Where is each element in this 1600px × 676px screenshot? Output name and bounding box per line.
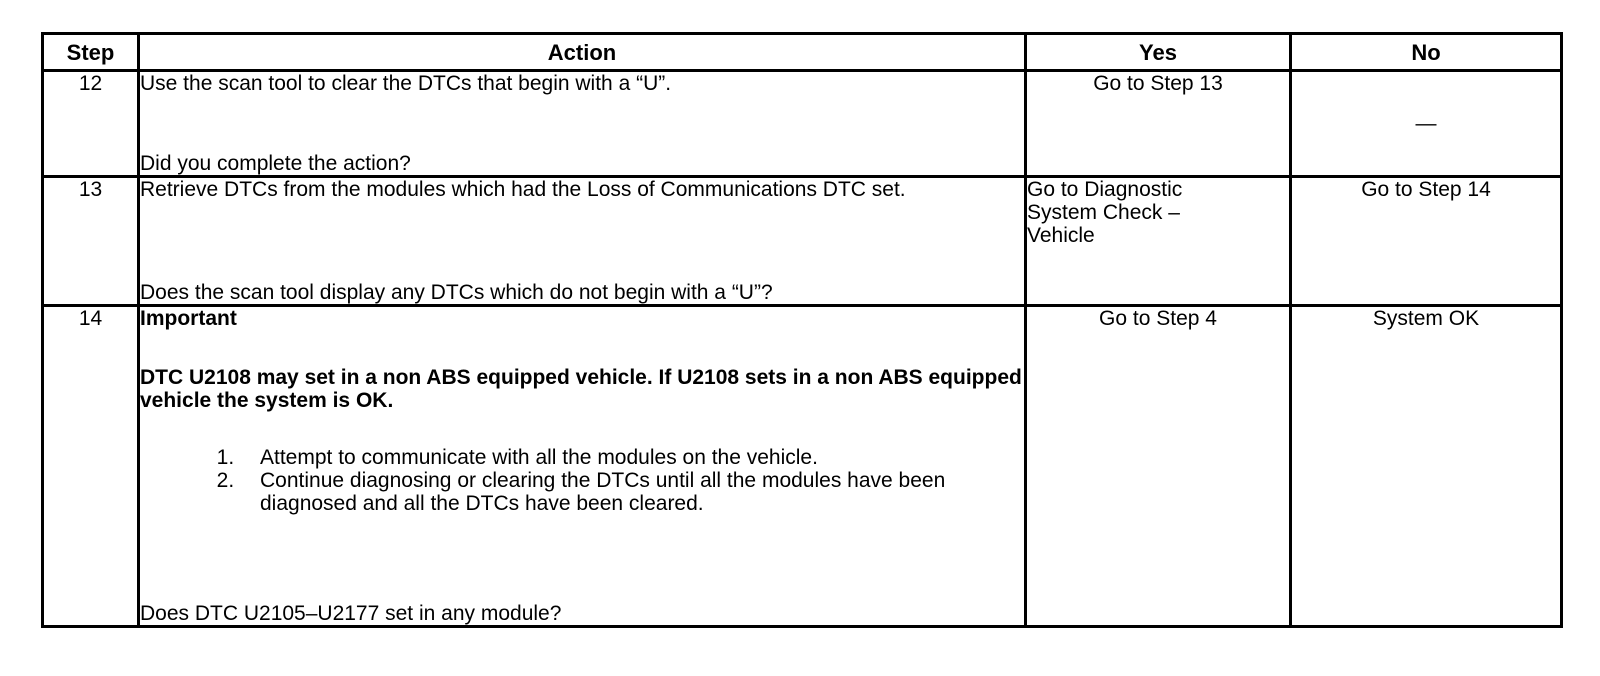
action-text: Use the scan tool to clear the DTCs that begin with a “U”. (140, 72, 672, 95)
header-step: Step (43, 34, 139, 71)
no-result: System OK (1291, 306, 1562, 627)
list-item: 2. Continue diagnosing or clearing the DTCs until all the modules have been diagnosed and all the DTCs have been cleared. (240, 469, 1024, 515)
header-yes: Yes (1026, 34, 1291, 71)
important-label: Important (140, 307, 237, 330)
diagnostic-table (41, 32, 1563, 628)
step-number: 12 (43, 71, 139, 177)
action-cell (139, 306, 1026, 627)
action-cell (139, 71, 1026, 177)
procedure-list (140, 446, 1024, 515)
list-item: 1. Attempt to communicate with all the modules on the vehicle. (240, 446, 1024, 469)
action-question: Does DTC U2105–U2177 set in any module? (140, 602, 562, 625)
step-number: 14 (43, 306, 139, 627)
action-cell (139, 177, 1026, 306)
action-text: Retrieve DTCs from the modules which had the Loss of Communications DTC set. (140, 178, 906, 201)
no-result: — (1291, 71, 1562, 177)
header-action: Action (139, 34, 1026, 71)
table-row (43, 71, 1562, 177)
action-question: Did you complete the action? (140, 152, 411, 175)
important-note: DTC U2108 may set in a non ABS equipped vehicle. If U2108 sets in a non ABS equipped vehicle the system is OK. (140, 366, 1022, 412)
header-no: No (1291, 34, 1562, 71)
table-row (43, 177, 1562, 306)
step-number: 13 (43, 177, 139, 306)
table-row (43, 306, 1562, 627)
yes-result-text: Go to Diagnostic System Check – Vehicle (1027, 178, 1183, 247)
no-result: Go to Step 14 (1291, 177, 1562, 306)
action-question: Does the scan tool display any DTCs which do not begin with a “U”? (140, 281, 773, 304)
yes-result: Go to Step 4 (1026, 306, 1291, 627)
yes-result: Go to Step 13 (1026, 71, 1291, 177)
yes-result (1026, 177, 1291, 306)
table-header-row (43, 34, 1562, 71)
